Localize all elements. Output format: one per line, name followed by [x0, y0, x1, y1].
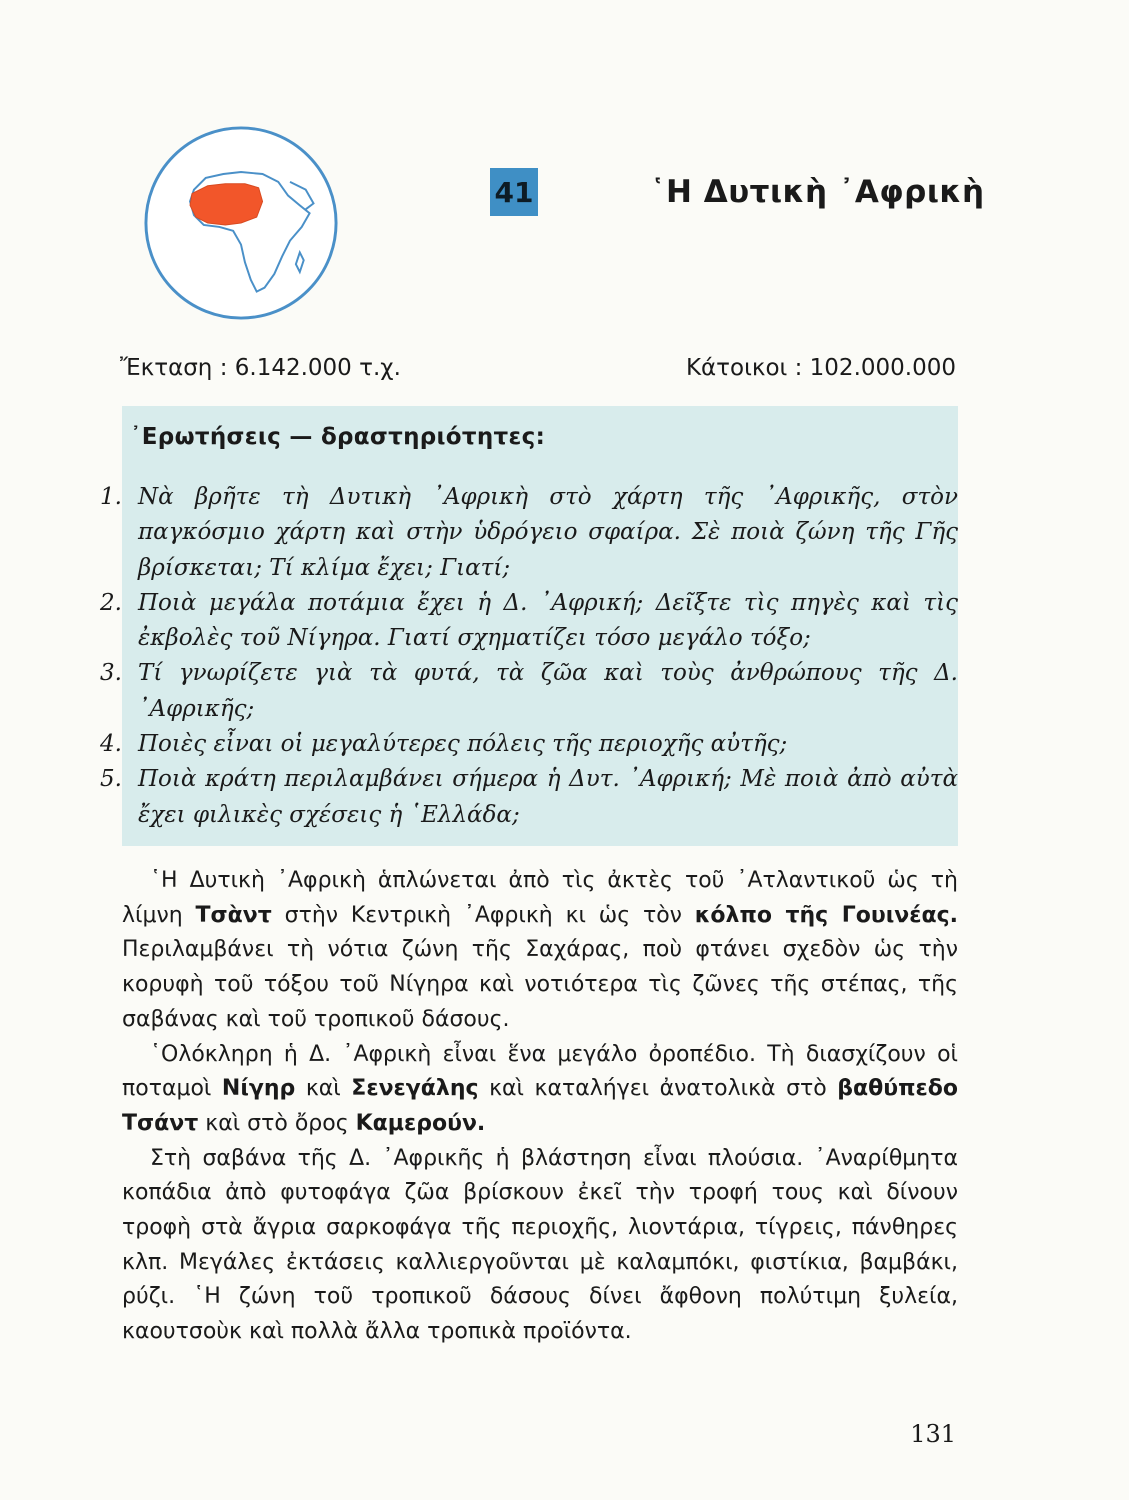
question-number: 3.	[100, 660, 122, 687]
paragraph-relief: ῾Ολόκληρη ἡ Δ. ᾿Αφρικὴ εἶναι ἕνα μεγάλο ὀροπέδιο. Τὴ διασχίζουν οἱ ποταμοὶ Νίγηρ καὶ Σενεγάλης καὶ καταλήγει ἀνατολικὰ στὸ βαθύπεδο Τσάντ καὶ στὸ ὄρος Καμερούν.	[122, 1041, 958, 1136]
question-text: Ποιὲς εἶναι οἱ μεγαλύτερες πόλεις τῆς περιοχῆς αὐτῆς;	[138, 731, 788, 758]
question-text: Ποιὰ κράτη περιλαμβάνει σήμερα ἡ Δυτ. ᾿Αφρική; Μὲ ποιὰ ἀπὸ αὐτὰ ἔχει φιλικὲς σχέσεις ἡ ῾Ελλάδα;	[138, 766, 958, 828]
paragraph-extent: ῾Η Δυτικὴ ᾿Αφρικὴ ἁπλώνεται ἀπὸ τὶς ἀκτὲς τοῦ ᾿Ατλαντικοῦ ὡς τὴ λίμνη Τσὰντ στὴν Κεντρικὴ ᾿Αφρικὴ κι ὡς τὸν κόλπο τῆς Γουινέας. Περιλαμβάνει τὴ νότια ζώνη τῆς Σαχάρας, ποὺ φτάνει σχεδὸν ὡς τὴν κορυφὴ τοῦ τόξου τοῦ Νίγηρα καὶ νοτιότερα τὶς ζῶνες τῆς στέπας, τῆς σαβάνας καὶ τοῦ τροπικοῦ δάσους.	[122, 868, 959, 1032]
question-number: 4.	[100, 731, 122, 758]
question-item	[100, 762, 958, 833]
question-item	[100, 480, 958, 586]
chapter-number-badge: 41	[490, 168, 538, 216]
question-number: 5.	[100, 766, 122, 793]
population-stat: Κάτοικοι : 102.000.000	[685, 355, 956, 381]
question-item	[100, 727, 958, 762]
chapter-title: ῾Η Δυτικὴ ᾿Αφρικὴ	[650, 174, 985, 210]
questions-list	[100, 480, 958, 833]
body-text	[122, 864, 958, 1350]
question-item	[100, 586, 958, 657]
paragraph-vegetation: Στὴ σαβάνα τῆς Δ. ᾿Αφρικῆς ἡ βλάστηση εἶναι πλούσια. ᾿Αναρίθμητα κοπάδια ἀπὸ φυτοφάγα ζῶα βρίσκουν ἐκεῖ τὴν τροφή τους καὶ δίνουν τροφὴ στὰ ἄγρια σαρκοφάγα τῆς περιοχῆς, λιοντάρια, τίγρεις, πάνθηρες κλπ. Μεγάλες ἐκτάσεις καλλιεργοῦνται μὲ καλαμπόκι, φιστίκια, βαμβάκι, ρύζι. ῾Η ζώνη τοῦ τροπικοῦ δάσους δίνει ἄφθονη πολύτιμη ξυλεία, καουτσοὺκ καὶ πολλὰ ἄλλα τροπικὰ προϊόντα.	[122, 1145, 958, 1345]
question-text: Τί γνωρίζετε γιὰ τὰ φυτά, τὰ ζῶα καὶ τοὺς ἀνθρώπους τῆς Δ. ᾿Αφρικῆς;	[138, 660, 958, 722]
question-item	[100, 656, 958, 727]
question-number: 2.	[100, 589, 122, 616]
africa-locator-globe	[143, 125, 339, 321]
west-africa-region	[190, 184, 263, 225]
questions-title: ᾿Ερωτήσεις — δραστηριότητες:	[130, 424, 546, 450]
area-stat: Ἔκταση : 6.142.000 τ.χ.	[120, 355, 401, 381]
question-text: Νὰ βρῆτε τὴ Δυτικὴ ᾿Αφρικὴ στὸ χάρτη τῆς ᾿Αφρικῆς, στὸν παγκόσμιο χάρτη καὶ στὴν ὑδρόγειο σφαίρα. Σὲ ποιὰ ζώνη τῆς Γῆς βρίσκεται; Τί κλίμα ἔχει; Γιατί;	[138, 484, 958, 581]
page-number: 131	[910, 1420, 956, 1448]
question-text: Ποιὰ μεγάλα ποτάμια ἔχει ἡ Δ. ᾿Αφρική; Δεῖξτε τὶς πηγὲς καὶ τὶς ἐκβολὲς τοῦ Νίγηρα. Γιατί σχηματίζει τόσο μεγάλο τόξο;	[138, 589, 958, 652]
question-number: 1.	[100, 484, 122, 510]
